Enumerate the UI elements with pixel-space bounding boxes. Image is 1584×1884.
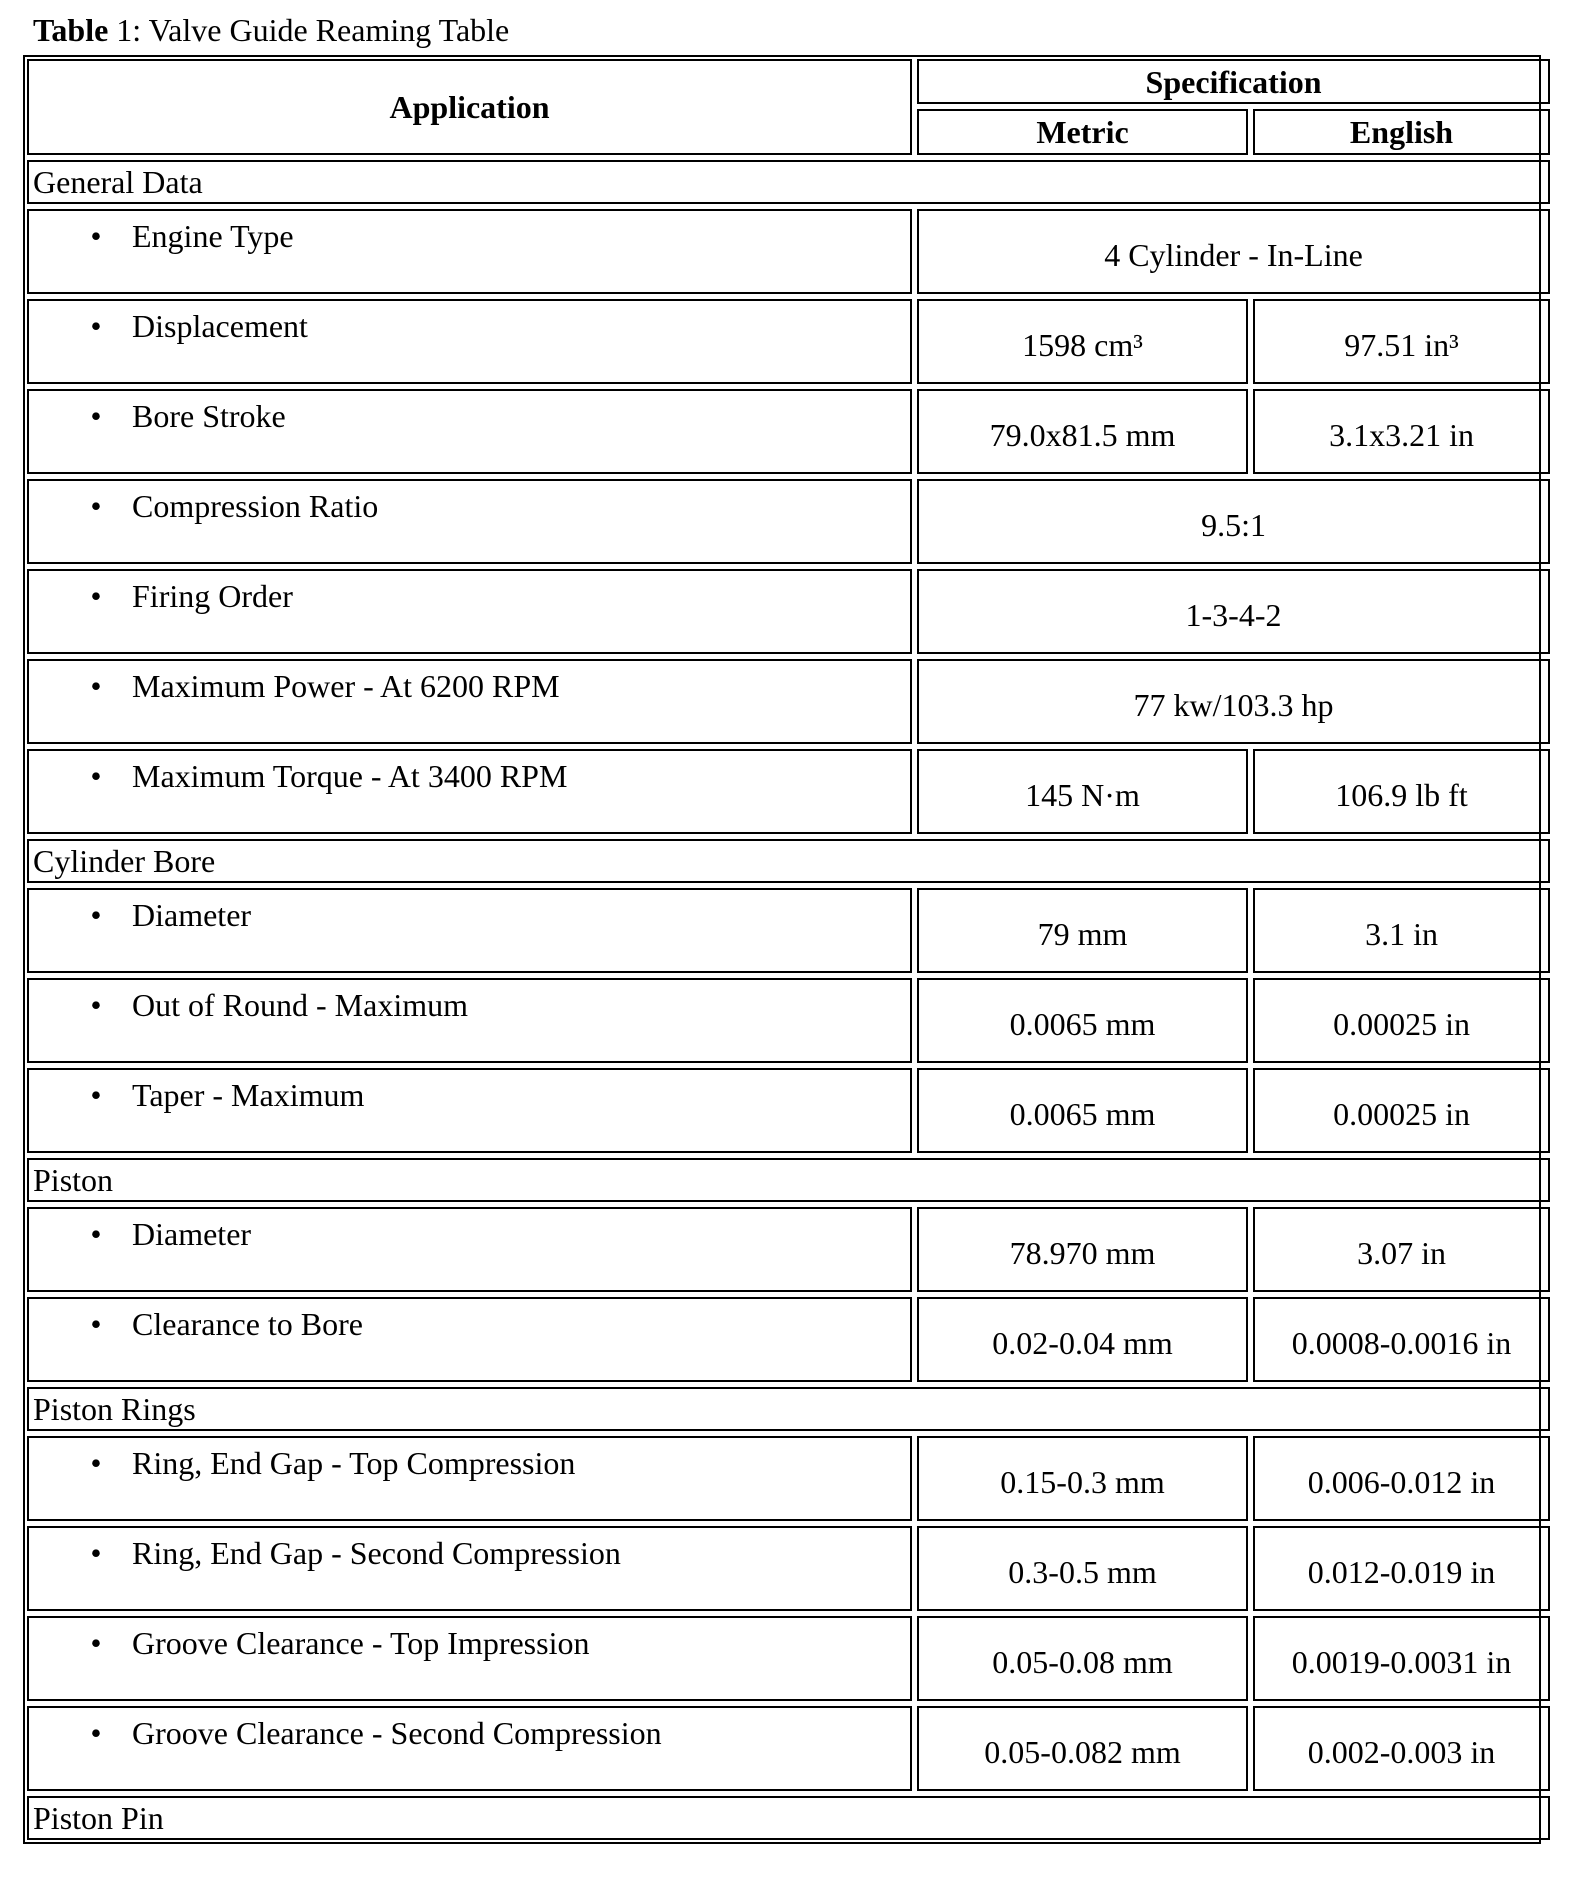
english-value: 0.002-0.003 in: [1253, 1706, 1550, 1791]
bullet-icon: •: [90, 308, 102, 344]
application-cell: [27, 1436, 912, 1521]
application-label: Ring, End Gap - Second Compression: [132, 1535, 621, 1571]
english-value: 0.00025 in: [1253, 978, 1550, 1063]
table-row: [27, 1436, 1550, 1521]
application-label: Clearance to Bore: [132, 1306, 363, 1342]
metric-value: 1598 cm³: [917, 299, 1248, 384]
section-title: Cylinder Bore: [27, 839, 1550, 883]
application-label: Ring, End Gap - Top Compression: [132, 1445, 576, 1481]
header-application: Application: [27, 59, 912, 155]
english-value: 3.1x3.21 in: [1253, 389, 1550, 474]
table-row: [27, 569, 1550, 654]
english-value: 3.07 in: [1253, 1207, 1550, 1292]
caption-label: Table: [33, 12, 109, 48]
section-row: [27, 1387, 1550, 1431]
bullet-icon: •: [90, 668, 102, 704]
application-cell: [27, 659, 912, 744]
application-label: Firing Order: [132, 578, 293, 614]
bullet-icon: •: [90, 1306, 102, 1342]
table-row: [27, 1068, 1550, 1153]
application-label: Diameter: [132, 1216, 252, 1252]
spec-table: [23, 55, 1541, 1844]
application-label: Diameter: [132, 897, 252, 933]
metric-value: 0.3-0.5 mm: [917, 1526, 1248, 1611]
table-row: [27, 299, 1550, 384]
caption-text: 1: Valve Guide Reaming Table: [116, 12, 510, 48]
section-title: Piston Pin: [27, 1796, 1550, 1840]
application-cell: [27, 749, 912, 834]
application-label: Displacement: [132, 308, 308, 344]
application-cell: [27, 209, 912, 294]
application-cell: [27, 1207, 912, 1292]
application-label: Maximum Power - At 6200 RPM: [132, 668, 560, 704]
english-value: 0.006-0.012 in: [1253, 1436, 1550, 1521]
bullet-icon: •: [90, 578, 102, 614]
bullet-icon: •: [90, 1535, 102, 1571]
metric-value: 79 mm: [917, 888, 1248, 973]
spec-value: 4 Cylinder - In-Line: [917, 209, 1550, 294]
metric-value: 78.970 mm: [917, 1207, 1248, 1292]
application-cell: [27, 978, 912, 1063]
header-specification: Specification: [917, 59, 1550, 104]
table-row: [27, 749, 1550, 834]
metric-value: 0.05-0.08 mm: [917, 1616, 1248, 1701]
section-title: General Data: [27, 160, 1550, 204]
bullet-icon: •: [90, 758, 102, 794]
bullet-icon: •: [90, 1715, 102, 1751]
application-label: Groove Clearance - Second Compression: [132, 1715, 662, 1751]
bullet-icon: •: [90, 897, 102, 933]
application-cell: [27, 1297, 912, 1382]
table-row: [27, 1526, 1550, 1611]
bullet-icon: •: [90, 1077, 102, 1113]
metric-value: 0.05-0.082 mm: [917, 1706, 1248, 1791]
table-row: [27, 389, 1550, 474]
application-cell: [27, 479, 912, 564]
english-value: 106.9 lb ft: [1253, 749, 1550, 834]
metric-value: 79.0x81.5 mm: [917, 389, 1248, 474]
application-cell: [27, 569, 912, 654]
table-row: [27, 978, 1550, 1063]
english-value: 0.0008-0.0016 in: [1253, 1297, 1550, 1382]
application-label: Bore Stroke: [132, 398, 286, 434]
application-label: Compression Ratio: [132, 488, 379, 524]
spec-value: 1-3-4-2: [917, 569, 1550, 654]
application-label: Maximum Torque - At 3400 RPM: [132, 758, 568, 794]
spec-value: 9.5:1: [917, 479, 1550, 564]
metric-value: 0.15-0.3 mm: [917, 1436, 1248, 1521]
bullet-icon: •: [90, 218, 102, 254]
application-cell: [27, 888, 912, 973]
application-label: Taper - Maximum: [132, 1077, 365, 1113]
table-caption: [33, 10, 509, 50]
bullet-icon: •: [90, 398, 102, 434]
bullet-icon: •: [90, 1625, 102, 1661]
application-cell: [27, 299, 912, 384]
bullet-icon: •: [90, 1445, 102, 1481]
english-value: 97.51 in³: [1253, 299, 1550, 384]
metric-value: 0.0065 mm: [917, 978, 1248, 1063]
table-body: [27, 160, 1550, 1840]
metric-value: 0.0065 mm: [917, 1068, 1248, 1153]
table-row: [27, 479, 1550, 564]
section-row: [27, 1158, 1550, 1202]
header-english: English: [1253, 109, 1550, 155]
table-row: [27, 1207, 1550, 1292]
section-title: Piston: [27, 1158, 1550, 1202]
application-cell: [27, 1616, 912, 1701]
table-row: [27, 1297, 1550, 1382]
application-label: Out of Round - Maximum: [132, 987, 468, 1023]
application-cell: [27, 1526, 912, 1611]
english-value: 3.1 in: [1253, 888, 1550, 973]
table-row: [27, 1616, 1550, 1701]
english-value: 0.0019-0.0031 in: [1253, 1616, 1550, 1701]
table-row: [27, 659, 1550, 744]
section-row: [27, 160, 1550, 204]
metric-value: 0.02-0.04 mm: [917, 1297, 1248, 1382]
metric-value: 145 N·m: [917, 749, 1248, 834]
table-row: [27, 888, 1550, 973]
bullet-icon: •: [90, 1216, 102, 1252]
section-title: Piston Rings: [27, 1387, 1550, 1431]
application-label: Engine Type: [132, 218, 294, 254]
english-value: 0.00025 in: [1253, 1068, 1550, 1153]
application-cell: [27, 1068, 912, 1153]
section-row: [27, 839, 1550, 883]
table-row: [27, 209, 1550, 294]
application-cell: [27, 1706, 912, 1791]
bullet-icon: •: [90, 987, 102, 1023]
header-metric: Metric: [917, 109, 1248, 155]
section-row: [27, 1796, 1550, 1840]
spec-value: 77 kw/103.3 hp: [917, 659, 1550, 744]
application-cell: [27, 389, 912, 474]
english-value: 0.012-0.019 in: [1253, 1526, 1550, 1611]
bullet-icon: •: [90, 488, 102, 524]
table-row: [27, 1706, 1550, 1791]
application-label: Groove Clearance - Top Impression: [132, 1625, 590, 1661]
